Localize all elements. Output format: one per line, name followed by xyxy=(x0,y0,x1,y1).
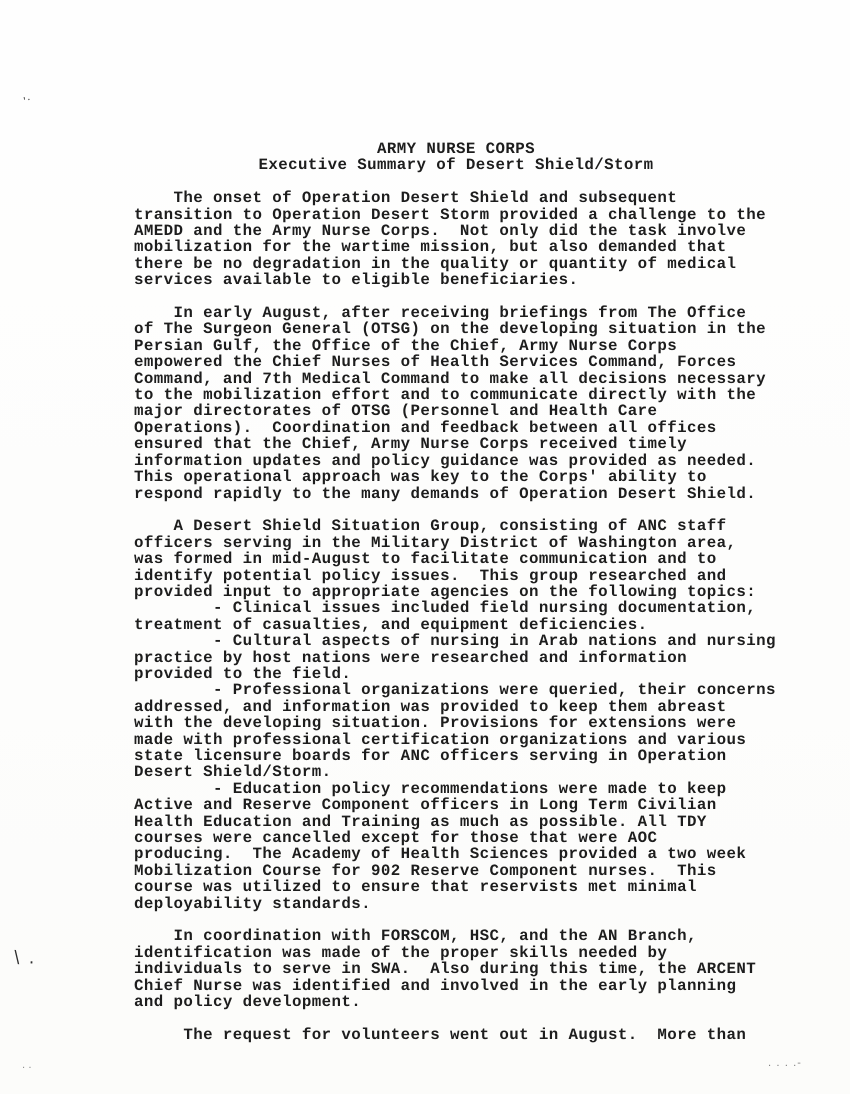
document-subtitle: Executive Summary of Desert Shield/Storm xyxy=(258,156,654,175)
document-body xyxy=(134,141,778,1043)
scan-artifact-top-left: ’· xyxy=(21,93,34,108)
scan-artifact-handwritten-mark: \ . xyxy=(13,947,38,969)
document-title: ARMY NURSE CORPS xyxy=(377,140,535,158)
paragraph-coordination: In coordination with FORSCOM, HSC, and the AN Branch, identification was made of the proper skills needed by individuals to serve in SWA. Also during this time, the ARCENT Chief Nurse was identified and involved in the early planning and policy development. xyxy=(134,927,757,1012)
scan-artifact-bottom-left: . . xyxy=(22,1060,32,1071)
scan-artifact-bottom-right: . . . .- xyxy=(768,1058,802,1069)
paragraph-situation-group: A Desert Shield Situation Group, consisting of ANC staff officers serving in the Military District of Washington area, was formed in mid-August to facilitate communication and to identify potential policy issues. This group researched and provided input to appropriate agencies on the following topics: - Clinical issues included field nursing documentation, treatment of casualties, and equipment deficiencies. - Cultural aspects of nursing in Arab nations and nursing practice by host nations were researched and information provided to the field. - Professional organizations were queried, their concerns addressed, and information was provided to keep them abreast with the developing situation. Provisions for extensions were made with professional certification organizations and various state licensure boards for ANC officers serving in Operation Desert Shield/Storm. - Education policy recommendations were made to keep Active and Reserve Component officers in Long Term Civilian Health Education and Training as much as possible. All TDY courses were cancelled except for those that were AOC producing. The Academy of Health Sciences provided a two week Mobilization Course for 902 Reserve Component nurses. This course was utilized to ensure that reservists met minimal deployability standards. xyxy=(134,517,776,913)
paragraph-early-august: In early August, after receiving briefings from The Office of The Surgeon General (OTSG) on the developing situation in the Persian Gulf, the Office of the Chief, Army Nurse Corps empowered the Chief Nurses of Health Services Command, Forces Command, and 7th Medical Command to make all decisions necessary to the mobilization effort and to communicate directly with the major directorates of OTSG (Personnel and Health Care Operations). Coordination and feedback between all offices ensured that the Chief, Army Nurse Corps received timely information updates and policy guidance was provided as needed. This operational approach was key to the Corps' ability to respond rapidly to the many demands of Operation Desert Shield. xyxy=(134,304,766,503)
paragraph-volunteers: The request for volunteers went out in August. More than xyxy=(134,1025,747,1044)
paragraph-intro: The onset of Operation Desert Shield and subsequent transition to Operation Desert Storm provided a challenge to the AMEDD and the Army Nurse Corps. Not only did the task involve mobilization for the wartime mission, but also demanded that there be no degradation in the quality or quantity of medical services available to eligible beneficiaries. xyxy=(134,189,766,290)
document-header xyxy=(134,141,778,174)
